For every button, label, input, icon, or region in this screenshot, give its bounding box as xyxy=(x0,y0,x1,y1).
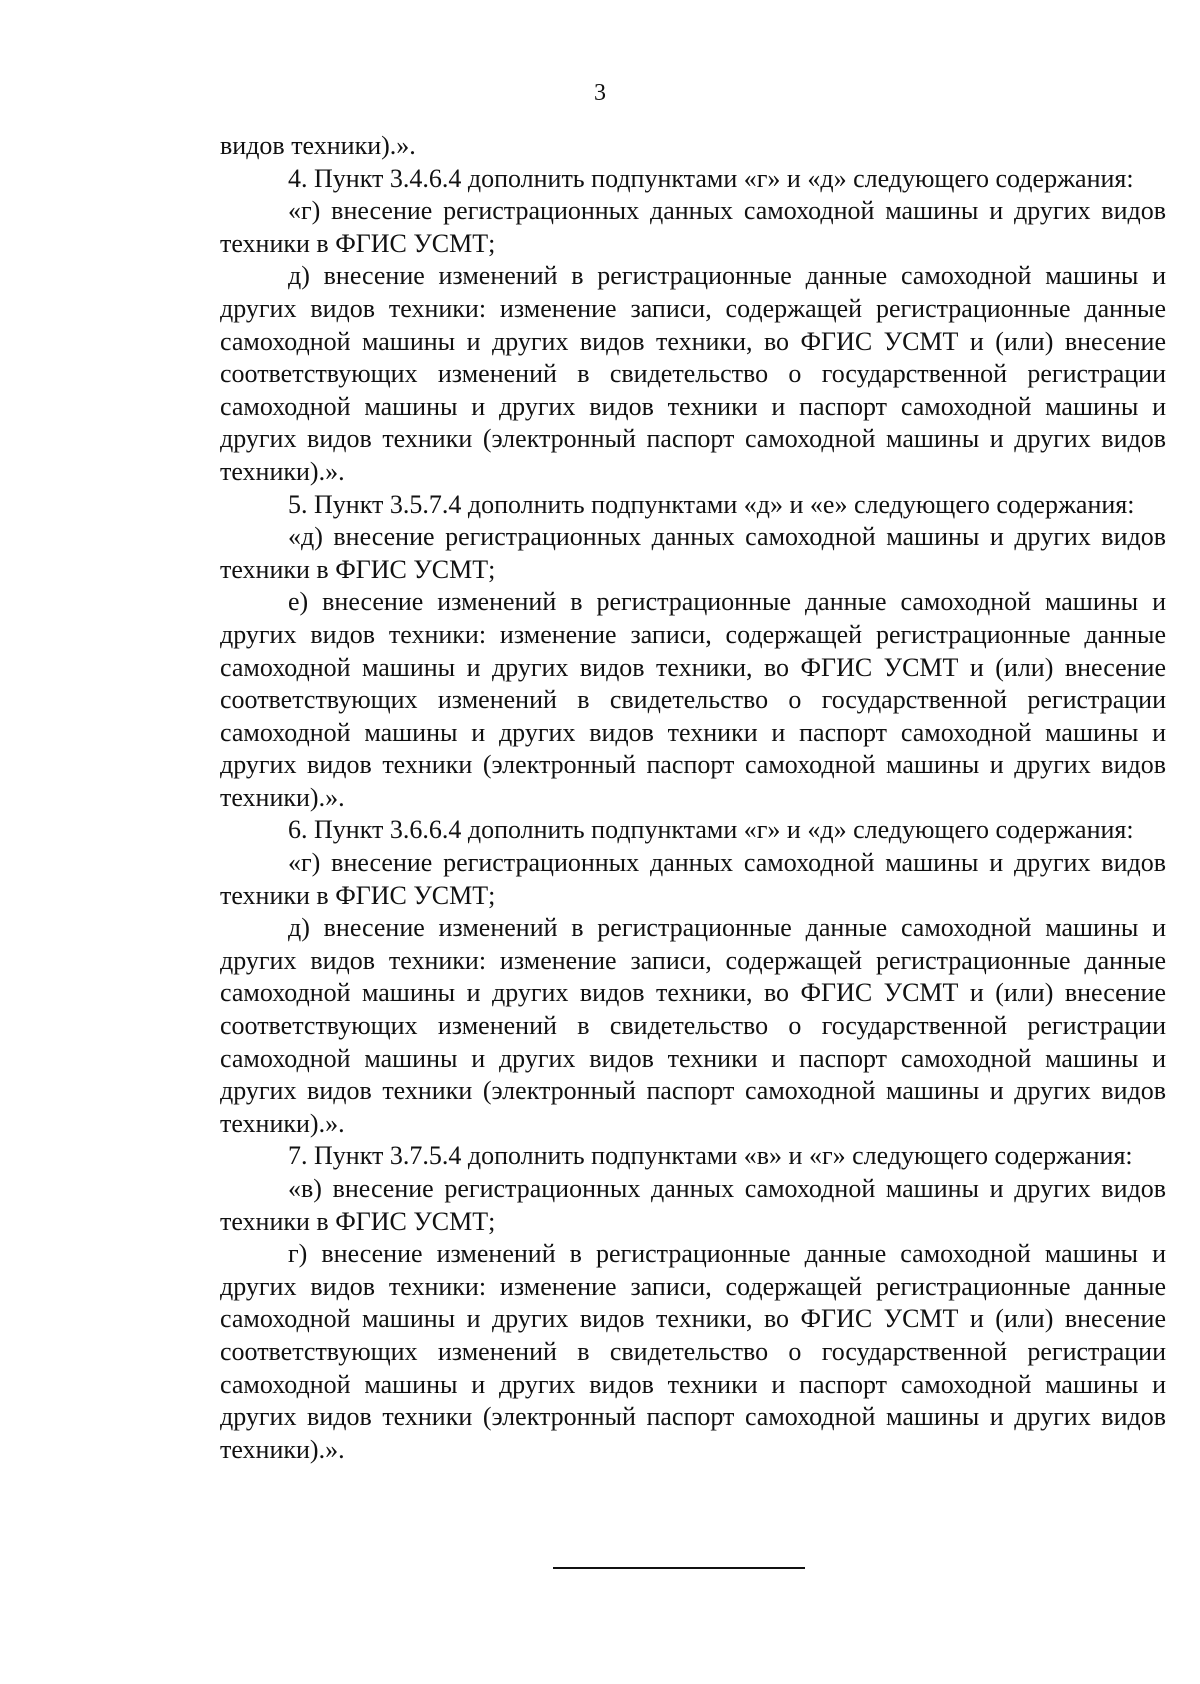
paragraph-item-5: 5. Пункт 3.5.7.4 дополнить подпунктами «д» и «е» следующего содержания: xyxy=(288,489,1135,519)
paragraph-item-5-e: е) внесение изменений в регистрационные данные самоходной машины и других видов техники: изменение записи, содержащей регистрационные данные самоходной машины и других видов техники, во ФГИС УСМТ и (или) внесение соответствующих изменений в свидетельство о государственной регистрации самоходной машины и других видов техники и паспорт самоходной машины и других видов техники (электронный паспорт самоходной машины и других видов техники).». xyxy=(220,587,1166,812)
end-of-text-rule xyxy=(553,1567,805,1569)
paragraph-continuation: видов техники).». xyxy=(220,131,416,160)
paragraph-item-6: 6. Пункт 3.6.6.4 дополнить подпунктами «г» и «д» следующего содержания: xyxy=(288,815,1134,845)
paragraph-item-6-d: д) внесение изменений в регистрационные данные самоходной машины и других видов техники: изменение записи, содержащей регистрационные данные самоходной машины и других видов техники, во ФГИС УСМТ и (или) внесение соответствующих изменений в свидетельство о государственной регистрации самоходной машины и других видов техники и паспорт самоходной машины и других видов техники (электронный паспорт самоходной машины и других видов техники).». xyxy=(220,913,1166,1138)
paragraph-item-5-d: «д) внесение регистрационных данных самоходной машины и других видов техники в ФГИС УСМТ; xyxy=(220,522,1166,584)
paragraph-item-4: 4. Пункт 3.4.6.4 дополнить подпунктами «г» и «д» следующего содержания: xyxy=(288,163,1134,193)
paragraph-item-7: 7. Пункт 3.7.5.4 дополнить подпунктами «в» и «г» следующего содержания: xyxy=(288,1141,1133,1171)
paragraph-item-4-g: «г) внесение регистрационных данных самоходной машины и других видов техники в ФГИС УСМТ; xyxy=(220,196,1166,258)
paragraph-item-4-d: д) внесение изменений в регистрационные данные самоходной машины и других видов техники: изменение записи, содержащей регистрационные данные самоходной машины и других видов техники, во ФГИС УСМТ и (или) внесение соответствующих изменений в свидетельство о государственной регистрации самоходной машины и других видов техники и паспорт самоходной машины и других видов техники (электронный паспорт самоходной машины и других видов техники).». xyxy=(220,261,1166,486)
paragraph-item-6-g: «г) внесение регистрационных данных самоходной машины и других видов техники в ФГИС УСМТ; xyxy=(220,848,1166,910)
paragraph-item-7-v: «в) внесение регистрационных данных самоходной машины и других видов техники в ФГИС УСМТ; xyxy=(220,1174,1166,1236)
document-body xyxy=(220,130,1166,1466)
paragraph-item-7-g: г) внесение изменений в регистрационные данные самоходной машины и других видов техники: изменение записи, содержащей регистрационные данные самоходной машины и других видов техники, во ФГИС УСМТ и (или) внесение соответствующих изменений в свидетельство о государственной регистрации самоходной машины и других видов техники и паспорт самоходной машины и других видов техники (электронный паспорт самоходной машины и других видов техники).». xyxy=(220,1239,1166,1464)
page-number: 3 xyxy=(594,80,606,106)
